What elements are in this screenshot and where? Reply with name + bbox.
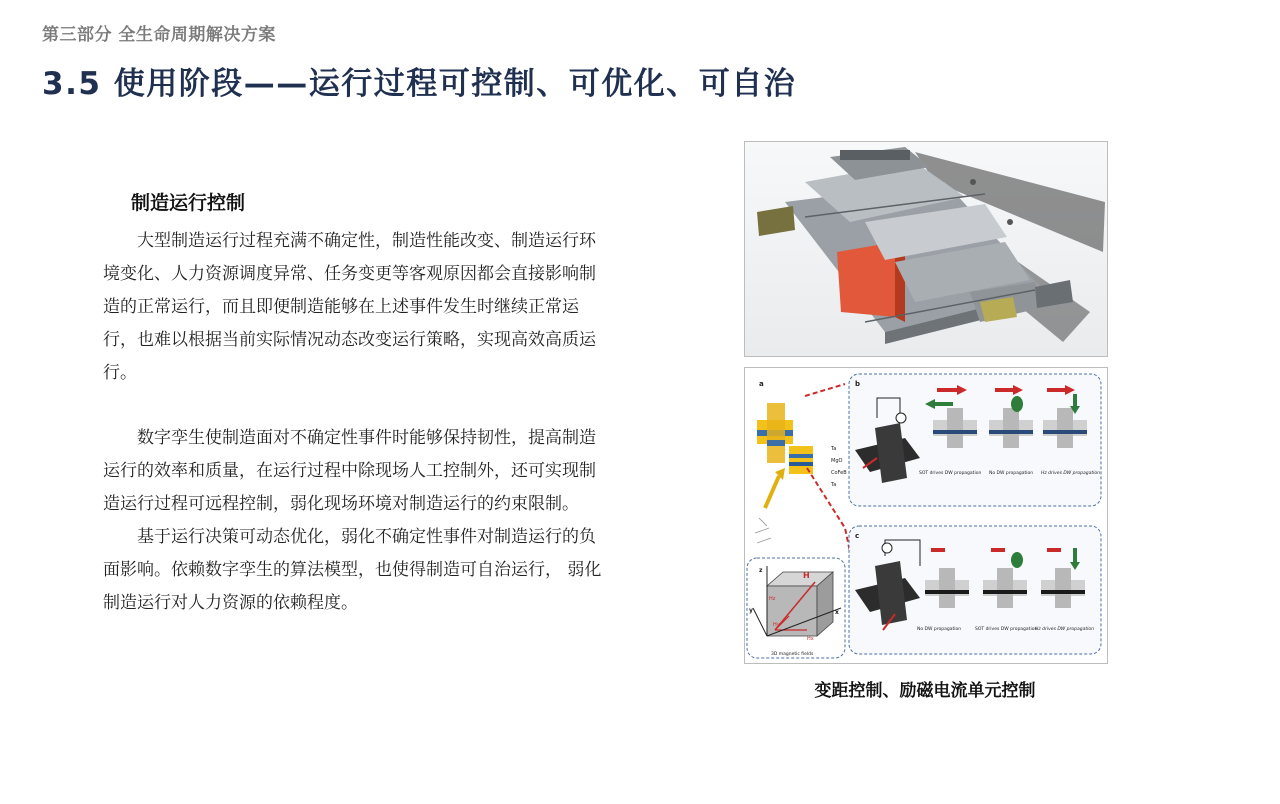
section-label: 第三部分 全生命周期解决方案 xyxy=(42,25,276,45)
machine-cad-image xyxy=(744,141,1108,357)
figure-caption: 变距控制、励磁电流单元控制 xyxy=(814,681,1036,701)
magnetic-schematic-illustration xyxy=(745,368,1107,663)
paragraph-2: 数字孪生使制造面对不确定性事件时能够保持韧性，提高制造运行的效率和质量，在运行过程中除现场人工控制外，还可实现制造运行过程可远程控制，弱化现场环境对制造运行的约束限制。 xyxy=(103,427,596,514)
panel-b-caption-2: No DW propagation xyxy=(989,471,1034,476)
layer-label-ta-bottom: Ta xyxy=(831,482,837,488)
layer-label-cofeb: CoFeB xyxy=(831,470,847,476)
machine-cad-illustration xyxy=(745,142,1107,356)
page-title: 3.5 使用阶段——运行过程可控制、可优化、可自治 xyxy=(42,66,797,102)
panel-b-caption-1: SOT drives DW propagation xyxy=(919,471,982,476)
layer-label-mgo: MgO xyxy=(831,458,843,464)
axes-caption: 3D magnetic fields xyxy=(771,652,814,657)
panel-c-label: c xyxy=(855,532,860,540)
panel-c-caption-3: Hz drives DW propagation xyxy=(1035,627,1094,632)
panel-b-label: b xyxy=(855,380,861,388)
field-hz-label: Hz xyxy=(769,596,776,602)
layer-label-ta-top: Ta xyxy=(831,446,837,452)
magnetic-schematic-image xyxy=(744,367,1108,664)
body-text-block xyxy=(103,190,603,620)
field-h-label: H xyxy=(803,571,810,580)
axis-x-label: x xyxy=(835,609,839,616)
panel-a-label: a xyxy=(759,380,764,388)
axis-y-label: y xyxy=(749,607,753,614)
panel-c-caption-1: No DW propagation xyxy=(917,627,962,632)
paragraph-3: 基于运行决策可动态优化，弱化不确定性事件对制造运行的负面影响。依赖数字孪生的算法模型，也使得制造可自治运行， 弱化制造运行对人力资源的依赖程度。 xyxy=(103,526,602,613)
paragraph-1: 大型制造运行过程充满不确定性，制造性能改变、制造运行环境变化、人力资源调度异常、任务变更等客观原因都会直接影响制造的正常运行，而且即便制造能够在上述事件发生时继续正常运行，也难以根据当前实际情况动态改变运行策略，实现高效高质运行。 xyxy=(103,230,596,383)
panel-c-caption-2: SOT drives DW propagation xyxy=(975,627,1038,632)
field-hx-label: Hx xyxy=(807,636,814,642)
subheading: 制造运行控制 xyxy=(131,192,246,214)
panel-b-caption-3: Hz drives DW propagation xyxy=(1041,471,1100,476)
field-hy-label: Hy xyxy=(773,622,780,628)
axis-z-label: z xyxy=(759,567,763,574)
